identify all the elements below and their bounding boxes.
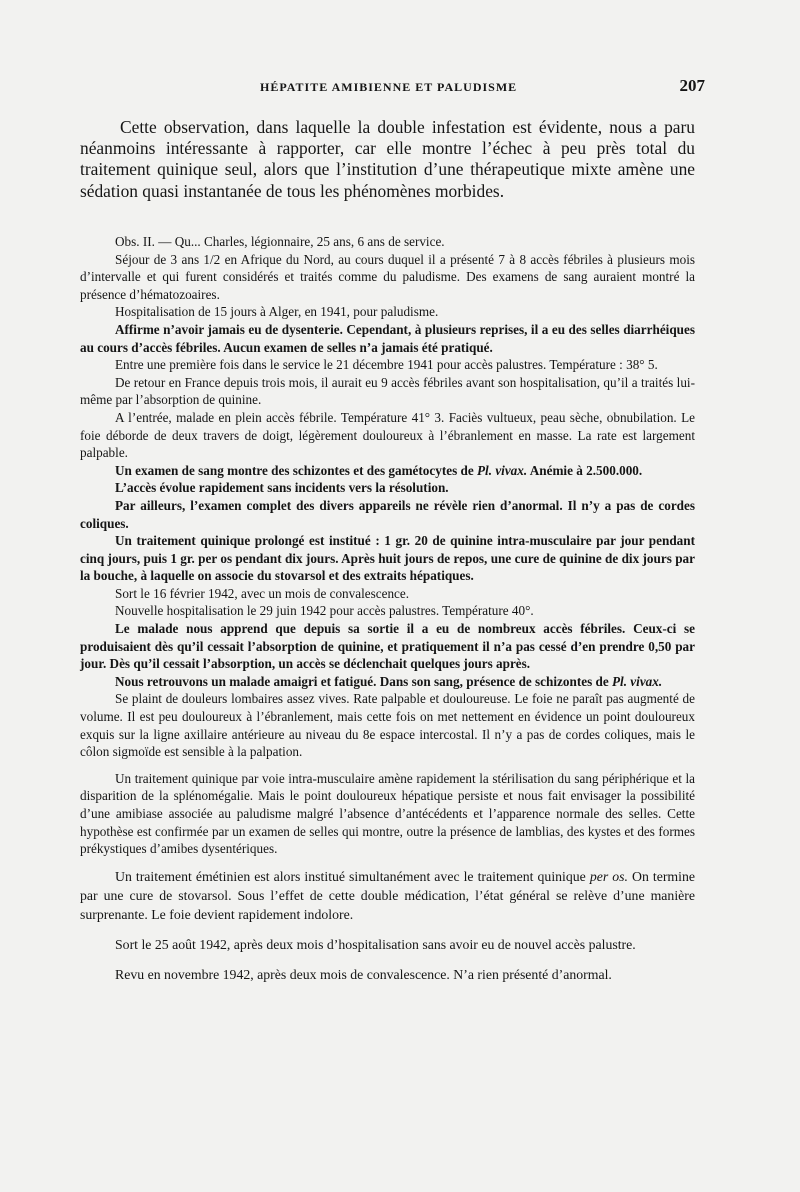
observation-paragraph: Hospitalisation de 15 jours à Alger, en 1941, pour paludisme.	[115, 304, 439, 320]
page-number: 207	[679, 76, 705, 95]
observation-paragraph	[80, 673, 695, 691]
observation-paragraph: Affirme n’avoir jamais eu de dysenterie. Cependant, à plusieurs reprises, il a eu des selles diarrhéiques au cours d’accès fébriles. Aucun examen de selles n’a jamais été pratiqué.	[80, 321, 695, 355]
observation-paragraph: Nouvelle hospitalisation le 29 juin 1942 pour accès palustres. Température 40°.	[115, 603, 534, 619]
observation-paragraph: Un traitement quinique par voie intra-musculaire amène rapidement la stérilisation du sang périphérique et la disparition de la splénomégalie. Mais le point douloureux hépatique persiste et nous fait envisager la possibilité d’une amibiase associée au paludisme malgré l’absence d’antécédents et l’apparence normale des selles. Cette hypothèse est confirmée par un examen de selles qui montre, outre la présence de lamblias, des kystes et des formes prékystiques d’amibes dysentériques.	[80, 770, 695, 857]
observation-paragraph: Se plaint de douleurs lombaires assez vives. Rate palpable et douloureuse. Le foie ne paraît pas augmenté de volume. Il est peu douloureux à l’ébranlement, mais cette fois on met nettement en évidence un point douloureux exquis sur la ligne axillaire antérieure au niveau du 8e espace intercostal. Il n’y a pas de cordes coliques, mais le côlon sigmoïde est sensible à la palpation.	[80, 691, 695, 760]
observation-paragraph: Le malade nous apprend que depuis sa sortie il a eu de nombreux accès fébriles. Ceux-ci se produisaient dès qu’il cessait l’absorption de quinine, et pratiquement il n’a pas cessé d’en prendre 0,50 par jour. Dès qu’il cessait l’absorption, un accès se déclenchait quelques jours après.	[80, 621, 695, 672]
running-title: HÉPATITE AMIBIENNE ET PALUDISME	[260, 80, 518, 94]
observation-paragraph: Sort le 16 février 1942, avec un mois de convalescence.	[115, 585, 410, 601]
species-name: Pl. vivax.	[611, 673, 663, 689]
observation-paragraph: Entre une première fois dans le service le 21 décembre 1941 pour accès palustres. Température : 38° 5.	[115, 357, 658, 373]
paragraph-text: Anémie à 2.500.000.	[527, 462, 643, 478]
lead-paragraph: Cette observation, dans laquelle la double infestation est évidente, nous a paru néanmoins intéressante à rapporter, car elle montre l’échec à peu près total du traitement quinique seul, alors que l’institution d’une thérapeutique mixte amène une sédation quasi instantanée de tous les phénomènes morbides.	[80, 117, 695, 201]
observation-section	[80, 233, 695, 984]
observation-paragraph: Sort le 25 août 1942, après deux mois d’hospitalisation sans avoir eu de nouvel accès palustre.	[115, 936, 636, 952]
species-name: Pl. vivax.	[477, 462, 528, 478]
observation-paragraph	[80, 867, 695, 924]
page-header	[80, 76, 705, 98]
observation-paragraph: Séjour de 3 ans 1/2 en Afrique du Nord, au cours duquel il a présenté 7 à 8 accès fébriles à plusieurs mois d’intervalle et qui furent considérés et traités comme du paludisme. Des examens de sang auraient montré la présence d’hématozoaires.	[80, 251, 695, 302]
dosage-route: per os.	[589, 868, 628, 884]
paragraph-text: Un traitement émétinien est alors institué simultanément avec le traitement quinique	[115, 868, 590, 884]
observation-paragraph: Un traitement quinique prolongé est institué : 1 gr. 20 de quinine intra-musculaire par jour pendant cinq jours, puis 1 gr. per os pendant dix jours. Après huit jours de repos, une cure de quinine de dix jours par la bouche, à laquelle on associe du stovarsol et des extraits hépatiques.	[80, 533, 695, 584]
paragraph-text: On termine par une cure de stovarsol. Sous l’effet de cette double médication, l’état général se relève d’une manière surprenante. Le foie devient rapidement indolore.	[80, 868, 696, 922]
observation-paragraph: Par ailleurs, l’examen complet des divers appareils ne révèle rien d’anormal. Il n’y a pas de cordes coliques.	[80, 497, 695, 531]
observation-heading: Obs. II. — Qu... Charles, légionnaire, 25 ans, 6 ans de service.	[115, 234, 445, 249]
observation-paragraph: Revu en novembre 1942, après deux mois de convalescence. N’a rien présenté d’anormal.	[115, 966, 612, 982]
paragraph-text: Nous retrouvons un malade amaigri et fatigué. Dans son sang, présence de schizontes de	[115, 673, 612, 689]
observation-paragraph: De retour en France depuis trois mois, il aurait eu 9 accès fébriles avant son hospitalisation, qu’il a traités lui-même par l’absorption de quinine.	[80, 374, 695, 408]
lead-section	[80, 117, 695, 202]
observation-paragraph	[80, 462, 695, 480]
observation-paragraph: A l’entrée, malade en plein accès fébrile. Température 41° 3. Faciès vultueux, peau sèche, obnubilation. Le foie déborde de deux travers de doigt, légèrement douloureux à l’ébranlement en masse. La rate est largement palpable.	[80, 409, 695, 461]
observation-paragraph: L’accès évolue rapidement sans incidents vers la résolution.	[115, 480, 449, 496]
paragraph-text: Un examen de sang montre des schizontes et des gamétocytes de	[115, 462, 477, 478]
